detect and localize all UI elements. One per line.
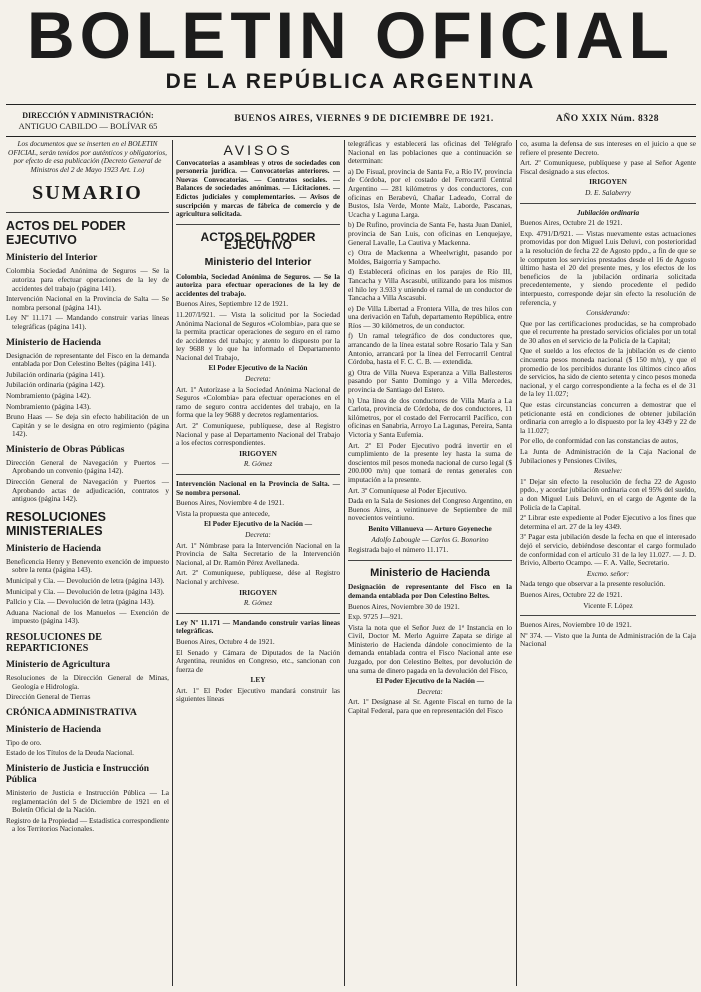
decree-place-date: Buenos Aires, Octubre 22 de 1921.: [520, 589, 623, 599]
decree-article: Art. 2º Comuníquese, publíquese, dése al Registro Nacional y archívese.: [176, 568, 340, 586]
divider: [176, 474, 340, 475]
summary-item: Nombramiento (página 143).: [6, 401, 91, 411]
decree-text: Nada tengo que observar a la presente resolución.: [520, 579, 666, 589]
decree-article: Art. 2º Comuníquese, publíquese y pase al Señor Agente Fiscal designado a sus efectos.: [520, 158, 696, 176]
intro-note: Los documentos que se inserten en el BOLETIN OFICIAL, serán tenidos por auténticos y obligatorios, por efecto de esa publicación (Decreto General de Ministros del 2 de Mayo 1923 Art. 1.o): [8, 140, 167, 174]
decree-text: co, asuma la defensa de sus intereses en el juicio a que se refiere el presente Decreto.: [520, 140, 696, 157]
decree-text: Que estas circunstancias concurren a demostrar que el peticionante está en condiciones de obtener jubilación ordinaria con arreglo a lo dispuesto por la ley 4349 y 22 de la 11.027;: [520, 400, 696, 435]
summary-item: Resoluciones de la Dirección General de Minas, Geología e Hidrología.: [6, 673, 169, 691]
signature: Benito Villanueva — Arturo Goyeneche: [368, 523, 492, 533]
info-bar: [6, 108, 696, 136]
decree-summary: Intervención Nacional en la Provincia de Salta. — Se nombra personal.: [176, 479, 340, 497]
ministry-heading: Ministerio de Hacienda: [6, 543, 101, 554]
column-divider: [516, 140, 517, 986]
decree-article: 3º Pagar esta jubilación desde la fecha en que el interesado dejó el servicio, debiéndose descontar el cargo formulado de conformidad con el artículo 31 de la ley 11.027. — J. D. Brivio, Alberto Ocampo. — F. A. Valle, Secretario.: [520, 532, 696, 568]
law-text: Art. 3º Comuníquese al Poder Ejecutivo.: [348, 485, 467, 495]
decree-authority: El Poder Ejecutivo de la Nación —: [375, 676, 485, 686]
decree-summary: Designación de representante del Fisco en la demanda entablada por Don Celestino Beltes.: [348, 582, 512, 600]
decree-place-date: Buenos Aires, Noviembre 10 de 1921.: [520, 620, 632, 630]
issue-date: BUENOS AIRES, VIERNES 9 DE DICIEMBRE DE 1921.: [234, 114, 494, 124]
newspaper-title: BOLETIN OFICIAL: [27, 0, 674, 72]
divider: [348, 560, 512, 561]
decree-text: Que el sueldo a los efectos de la jubilación es de ciento cincuenta pesos moneda nacional ($ 150 m/n), y que el promedio de los percibidos durante los últimos cinco años de servicios, ha sido de ciento setenta y cinco pesos moneda nacional, y el cargo correspondiente a la fecha es el de 31 de la ley 11.027;: [520, 346, 696, 399]
law-text: e) De Villa Libertad a Frontera Villa, de tres hilos con una derivación en Tafuh, departamento República, entre Ríos — 30 kilómetros, de un conductor.: [348, 303, 512, 330]
signature: R. Gómez: [243, 459, 273, 469]
decree-summary: Colombia, Sociedad Anónima de Seguros. — Se la autoriza para efectuar operaciones de la ley de accidentes del trabajo.: [176, 271, 340, 298]
signature: D. E. Salaberry: [585, 187, 631, 197]
decree-article: Art. 1º Autorízase a la Sociedad Anónima Nacional de Seguros «Colombia» para efectuar operaciones en el ramo de seguro contra accidentes del trabajo, en la forma que la ley 9688 y decretos reglamentarios.: [176, 384, 340, 420]
summary-item: Pallcio y Cía. — Devolución de letra (página 143).: [6, 597, 155, 607]
signature: IRIGOYEN: [239, 587, 277, 597]
decree-place-date: Buenos Aires, Noviembre 4 de 1921.: [176, 498, 285, 508]
summary-item: Ley Nº 11.171 — Mandando construir varias líneas telegráficas (página 141).: [6, 313, 169, 331]
law-text: f) Un ramal telegráfico de dos conductores que, arrancando de la línea estatal sobre Rosario Tala y San Antonio, arrancará por la línea del Ferrocarril Central Córdoba, hasta el F. C. C. B. — extendida.: [348, 331, 512, 367]
avisos-list: Convocatorias a asambleas y otros de sociedades con personería jurídica. — Convocatorias anteriores. — Nuevas Convocatorias. — Contratos sociales. — Balances de sociedades anónimas. — Licitaciones. — Edictos judiciales y complementarios. — Avisos de suscripción y marcas de fábrica de comercio y de agricultura solicitada.: [176, 158, 340, 219]
decree-article: 1º Dejar sin efecto la resolución de fecha 22 de Agosto ppdo., y acordar jubilación ordinaria con el 95% del sueldo, a don Miguel Luis Deluvi, en el cargo de Agente de la Policía de la Capital.: [520, 476, 696, 512]
summary-item: Nombramiento (página 142).: [6, 390, 91, 400]
signature: Adolfo Labougle — Carlos G. Bonorino: [371, 534, 489, 544]
decree-label: Resuelve:: [593, 466, 623, 476]
decree-authority: El Poder Ejecutivo de la Nación —: [203, 519, 313, 529]
decree-label: Decreta:: [245, 374, 271, 384]
summary-item: Dirección General de Navegación y Puertos — Aprobando un convenio (página 142).: [6, 457, 169, 476]
divider: [520, 615, 696, 616]
decree-text: Que por las certificaciones producidas, se ha comprobado que el recurrente ha prestado servicios oficiales por un total de 30 años en el servicio de la Policía de la Capital;: [520, 318, 696, 345]
signature: IRIGOYEN: [589, 177, 627, 187]
column-divider: [172, 140, 173, 986]
section-heading: ACTOS DEL PODER EJECUTIVO: [200, 229, 316, 253]
avisos-heading: AVISOS: [223, 142, 293, 158]
ministry-heading: Ministerio del Interior: [6, 253, 98, 264]
bottom-rule: [6, 136, 696, 137]
law-text: d) Establecerá oficinas en los parajes de Río III, Tancacha y Villa Ascasubi, utilizando para los mismos el hilo ley 3.933 y uniendo el ramal de un conductor de Tancacha a Villa Ascasubi.: [348, 267, 512, 303]
column-avisos: [176, 140, 340, 986]
newspaper-subtitle: DE LA REPÚBLICA ARGENTINA: [165, 70, 536, 93]
summary-item: Bruno Haas — Se deja sin efecto habilitación de un Capitán y se le designa en otro regimiento (página 142).: [6, 412, 169, 439]
ministry-heading: Ministerio de Hacienda: [6, 724, 101, 735]
decree-label: Decreta:: [417, 686, 443, 696]
decree-text: Exp. 4791/D/921. — Vistas nuevamente estas actuaciones promovidas por don Miguel Luis Deluvi, con posterioridad a la resolución de fecha 22 de Agosto ppdo., a fin de que se le computen los servicios prestados desde el 16 de Agosto último hasta el 20 del presente mes, y los efectos de los beneficios de la jubilación ordinaria solicitada precedentemente, y siendo procedente el pedido interpuesto, corresponde dejar sin efecto la resolución de referencia, y: [520, 228, 696, 307]
signature: Vicente F. López: [583, 600, 633, 610]
decree-text: Vista la propuesta que antecede,: [176, 508, 270, 518]
law-text: g) Otra de Villa Nueva Esperanza a Villa Ballesteros pasando por Santo Domingo y a Villa Mercedes, provincia de Santiago del Estero.: [348, 367, 512, 395]
divider: [520, 203, 696, 204]
summary-item: Estado de los Títulos de la Deuda Nacional.: [6, 748, 134, 758]
column-summary: [6, 140, 169, 986]
column-three: [348, 140, 512, 986]
decree-label: Decreta:: [245, 529, 271, 539]
decree-text: Nº 374. — Visto que la Junta de Administración de la Caja Nacional: [520, 630, 696, 649]
decree-article: 2º Librar este expediente al Poder Ejecutivo a los fines que determina el art. 27 de la ley 4349.: [520, 513, 696, 531]
decree-text: Vista la nota que el Señor Juez de 1ª Instancia en lo Civil, Doctor M. Merlo Aguirre Zapata se dirige al Ministerio de Hacienda dándole conocimiento de la demanda entablada contra el Fisco Nacional ante ese Juzgado, por don Celestino Beltes, por devolución de una suma de dinero pagada en la devolución del Fisco,: [348, 622, 512, 675]
summary-item: Tipo de oro.: [6, 737, 42, 747]
summary-item: Municipal y Cía. — Devolución de letra (página 143).: [6, 576, 165, 586]
section-heading: RESOLUCIONES MINISTERIALES: [6, 509, 107, 538]
summary-item: Jubilación ordinaria (página 142).: [6, 380, 105, 390]
law-text: a) De Fisual, provincia de Santa Fe, a Río IV, provincia de Córdoba, por el costado del Ferrocarril Central Argentino — 281 kilómetros y dos conductores, con oficinas en Berabevú, Chañar Ladeado, Corral de Bustos, Isla Verde, Monte Maíz, Laborde, Pascanas, Ucacha y Laguna Larga.: [348, 166, 512, 219]
ministry-heading: Ministerio de Justicia e Instrucción Pública: [6, 763, 150, 785]
column-four: [520, 140, 696, 986]
decree-authority: La Junta de Administración de la Caja Nacional de Jubilaciones y Pensiones Civiles,: [520, 447, 696, 465]
section-heading: ACTOS DEL PODER EJECUTIVO: [6, 219, 126, 248]
divider: [176, 613, 340, 614]
decree-article: Art. 2º Comuníquese, publíquese, dese al Registro Nacional y pase al Departamento Nacional del Trabajo a los efectos correspondientes.: [176, 421, 340, 448]
admin-block: [8, 110, 168, 132]
admin-address: ANTIGUO CABILDO — BOLÍVAR 65: [18, 121, 158, 131]
ministry-heading: Ministerio de Obras Públicas: [6, 444, 125, 455]
summary-item: Intervención Nacional en la Provincia de Salta — Se nombra personal (página 141).: [6, 294, 169, 312]
decree-place-date: Buenos Aires, Octubre 21 de 1921.: [520, 218, 623, 228]
law-text: b) De Rufino, provincia de Santa Fe, hasta Juan Daniel, provincia de San Luis, con oficinas en Lenquejaye, General Lavalle, La Cautiva y Mackenna.: [348, 220, 512, 247]
decree-article: Art. 1º Nómbrase para la Intervención Nacional en la Provincia de Salta Secretario de la Intervención Nacional, al Dr. Ramón Pérez Avellaneda.: [176, 540, 340, 567]
summary-item: Dirección General de Navegación y Puertos — Aprobando actas de adjudicación, contratos y antiguos (página 142).: [6, 477, 169, 504]
summary-item: Aduana Nacional de los Manuelos — Exención de impuesto (página 143).: [6, 607, 169, 626]
ministry-heading: Ministerio de Agricultura: [6, 660, 110, 670]
decree-place-date: Buenos Aires, Septiembre 12 de 1921.: [176, 299, 289, 309]
law-text: h) Una línea de dos conductores de Villa María a La Carlota, provincia de Córdoba, de dos conductores, 11 kilómetros, por el costado del Ferrocarril Pacífico, con oficinas en Sanabria, Arroyo La Lagunas, Pereira, Santa Victoria y Santa Eufemia.: [348, 395, 512, 439]
decree-text: El Senado y Cámara de Diputados de la Nación Argentina, reunidos en Congreso, etc., sancionan con fuerza de: [176, 647, 340, 674]
ministry-heading: Ministerio del Interior: [204, 255, 312, 268]
column-divider: [344, 140, 345, 986]
summary-item: Registro de la Propiedad — Estadística correspondiente a los Territorios Nacionales.: [6, 815, 169, 834]
decree-article: Art. 1º El Poder Ejecutivo mandará construir las siguientes líneas: [176, 685, 340, 704]
law-text: Art. 2º El Poder Ejecutivo podrá invertir en el cumplimiento de la presente ley hasta la suma de doscientos mil pesos moneda nacional de curso legal ($ 200.000 m/n) que tomará de rentas generales con imputación a la presente.: [348, 440, 512, 484]
decree-label: Considerando:: [586, 308, 630, 318]
decree-place-date: Buenos Aires, Octubre 4 de 1921.: [176, 636, 275, 646]
ministry-heading: Ministerio de Hacienda: [6, 337, 101, 348]
law-title: Ley Nº 11.171 — Mandando construir varias líneas telegráficas.: [176, 617, 340, 636]
registration-note: Registrada bajo el número 11.171.: [348, 545, 449, 555]
section-heading: CRÓNICA ADMINISTRATIVA: [6, 707, 137, 718]
summary-item: Beneficencia Henry y Benevento exención de impuesto sobre la renta (página 143).: [6, 556, 169, 575]
subsection-heading: Jubilación ordinaria: [576, 207, 640, 217]
signature: R. Gómez: [243, 598, 273, 608]
admin-title: DIRECCIÓN Y ADMINISTRACIÓN:: [22, 111, 154, 120]
summary-item: Dirección General de Tierras: [6, 692, 91, 702]
summary-item: Municipal y Cía. — Devolución de letra (página 143).: [6, 586, 165, 596]
summary-heading: SUMARIO: [32, 182, 143, 205]
decree-text: 11.207/I/921. — Vista la solicitud por la Sociedad Anónima Nacional de Seguros «Colombia», para que se la permita practicar operaciones de seguro en el ramo de accidentes del trabajo; y atento lo dispuesto por la ley 9688 y lo que ha informado el Departamento Nacional del Trabajo,: [176, 309, 340, 362]
section-heading: RESOLUCIONES DE REPARTICIONES: [6, 632, 102, 654]
top-rule: [6, 104, 696, 105]
law-text: Dada en la Sala de Sesiones del Congreso Argentino, en Buenos Aires, a veintinueve de Septiembre de mil novecientos veintiuno.: [348, 496, 512, 523]
ministry-heading: Ministerio de Hacienda: [370, 566, 490, 579]
summary-item: Designación de representante del Fisco en la demanda entablada por Don Celestino Beltes (página 141).: [6, 350, 169, 369]
decree-authority: El Poder Ejecutivo de la Nación: [208, 363, 308, 373]
divider: [6, 212, 169, 213]
divider: [176, 224, 340, 225]
summary-item: Jubilación ordinaria (página 141).: [6, 369, 105, 379]
decree-article: Art. 1º Desígnase al Sr. Agente Fiscal en turno de la Capital Federal, para que en representación del Fisco: [348, 697, 512, 716]
law-label: LEY: [250, 675, 266, 685]
signature: IRIGOYEN: [239, 448, 277, 458]
decree-text: Exp. 9725 J—921.: [348, 612, 403, 622]
law-text: telegráficas y establecerá las oficinas del Telégrafo Nacional en las poblaciones que a continuación se determinan:: [348, 140, 512, 166]
decree-text: Por ello, de conformidad con las constancias de autos,: [520, 436, 679, 446]
summary-item: Ministerio de Justicia e Instrucción Pública — La reglamentación del 5 de Diciembre de 1921 en el Boletín Oficial de la Nación.: [6, 787, 169, 815]
summary-item: Colombia Sociedad Anónima de Seguros — Se la autoriza para efectuar operaciones de la ley de accidentes del trabajo (página 141).: [6, 266, 169, 293]
issue-number: AÑO XXIX Núm. 8328: [556, 114, 659, 124]
salutation: Excmo. señor:: [586, 568, 630, 578]
decree-place-date: Buenos Aires, Noviembre 30 de 1921.: [348, 601, 460, 611]
law-text: c) Otra de Mackenna a Wheelwright, pasando por Moldes, Baigorria y Sampacho.: [348, 248, 512, 266]
